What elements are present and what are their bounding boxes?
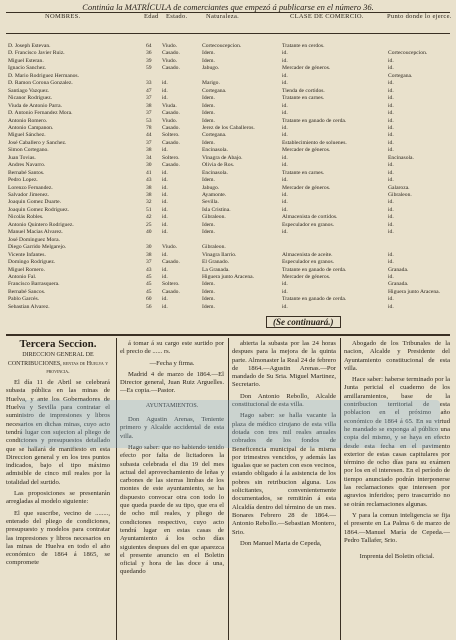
- cell-nombre: Antonio Fal.: [8, 273, 37, 280]
- cell-naturaleza: Olivia de Ros.: [202, 162, 235, 169]
- cell-estado: id.: [162, 303, 168, 310]
- cell-estado: Viuda.: [162, 102, 177, 109]
- cell-punto: id.: [388, 273, 394, 280]
- cell-naturaleza: Idem.: [202, 102, 215, 109]
- col-divider-3: [340, 338, 341, 640]
- cell-nombre: D. Francisco Javier Ruiz.: [8, 50, 65, 57]
- cell-naturaleza: Idem.: [202, 117, 215, 124]
- continuara-label: (Se continuará.): [266, 316, 341, 328]
- cell-punto: Gibraleon.: [388, 192, 412, 198]
- cell-edad: 64: [146, 43, 152, 49]
- cell-nombre: Salvador Jimenez.: [8, 192, 50, 198]
- section-title: Tercera Seccion.: [19, 340, 97, 350]
- cell-naturaleza: Idem.: [202, 95, 215, 102]
- cell-estado: id.: [162, 221, 168, 228]
- cell-clase: id.: [282, 72, 288, 79]
- cell-nombre: Joaquin Gomez Rodriguez.: [8, 206, 70, 213]
- cell-nombre: Bernabé Santos.: [8, 169, 45, 176]
- cell-naturaleza: Cortegana.: [202, 132, 227, 139]
- cell-punto: id.: [388, 206, 394, 213]
- cell-estado: Casado.: [162, 65, 180, 72]
- cell-edad: 47: [146, 87, 152, 94]
- cell-nombre: Joaquin Gomez Duarte.: [8, 199, 61, 206]
- cell-nombre: Antonio Quintero Rodriguez.: [8, 221, 74, 228]
- cell-clase: id.: [282, 110, 288, 117]
- cell-edad: 38: [146, 147, 152, 154]
- cell-edad: 78: [146, 124, 152, 131]
- cell-estado: Viudo.: [162, 117, 178, 124]
- cell-estado: Casado.: [162, 124, 180, 131]
- cell-estado: id.: [162, 184, 168, 191]
- cell-punto: id.: [388, 57, 394, 64]
- column-3: [232, 340, 336, 640]
- cell-estado: id.: [162, 199, 168, 206]
- cell-edad: 36: [146, 50, 152, 57]
- cell-nombre: Bernabé Sancos.: [8, 288, 46, 295]
- cell-estado: id.: [162, 273, 168, 280]
- cell-punto: id.: [388, 214, 394, 221]
- cell-estado: id.: [162, 169, 168, 176]
- cell-clase: id.: [282, 132, 288, 139]
- cell-clase: id.: [282, 50, 288, 57]
- cell-naturaleza: La Granada.: [202, 266, 230, 273]
- cell-clase: Mercader de géneros.: [282, 147, 331, 154]
- cell-edad: 43: [146, 266, 152, 273]
- cell-clase: Especulador en granos.: [282, 221, 335, 228]
- cell-edad: 34: [146, 154, 152, 161]
- cell-nombre: Santiago Vazquez.: [8, 87, 50, 94]
- article-paragraph: —Fecha y firma.: [149, 359, 195, 367]
- cell-edad: 42: [146, 214, 152, 221]
- cell-clase: id.: [282, 281, 288, 288]
- ayuntamientos-heading: AYUNTAMIENTOS.: [145, 402, 199, 409]
- cell-edad: 33: [146, 80, 152, 87]
- cell-estado: Casado.: [162, 288, 180, 295]
- cell-naturaleza: Jabugo.: [202, 184, 220, 191]
- cell-punto: id.: [388, 177, 394, 184]
- cell-estado: id.: [162, 251, 168, 258]
- article-paragraph: Madrid 4 de marzo de 1864.—El Director general, Juan Ruiz Arguelles.—Es copia.—Pastor.: [120, 370, 224, 395]
- cell-nombre: José Caballero y Sanchez.: [8, 139, 67, 146]
- cell-estado: Casado.: [162, 259, 180, 266]
- cell-naturaleza: Encinasola.: [202, 169, 228, 176]
- cell-naturaleza: Marigo.: [202, 80, 220, 87]
- cell-nombre: Simon Cortegano.: [8, 147, 49, 154]
- cell-edad: 38: [146, 184, 152, 191]
- cell-estado: Soltero.: [162, 132, 180, 139]
- article-paragraph: á tomar á su cargo este surtido por el precio de ...... rs.: [120, 340, 224, 356]
- cell-estado: Casado.: [162, 139, 180, 146]
- cell-naturaleza: Higuera junto Aracena.: [202, 273, 255, 280]
- cell-nombre: Lorenzo Fernandez.: [8, 184, 53, 191]
- cell-nombre: D. Joseph Estevan.: [8, 43, 51, 49]
- cell-nombre: Nicolás Robles.: [8, 214, 44, 221]
- cell-edad: 30: [146, 162, 152, 169]
- article-paragraph: Y para la comun inteligencia se fija el presente en La Palma 6 de marzo de 1864.—Manuel María de Cepeda.—Pedro Tallafer, Srio.: [344, 511, 450, 544]
- cell-punto: id.: [388, 147, 394, 154]
- cell-edad: 43: [146, 177, 152, 184]
- cell-nombre: Ignacio Sanchez.: [8, 65, 47, 72]
- cell-clase: id.: [282, 303, 288, 310]
- cell-edad: 44: [146, 132, 152, 139]
- cell-nombre: Antonio Campanon.: [8, 124, 54, 131]
- cell-nombre: Miguel Romero.: [8, 266, 45, 273]
- cell-punto: id.: [388, 221, 394, 228]
- cell-clase: id.: [282, 229, 288, 236]
- col-head-edad: Edad: [144, 13, 159, 20]
- cell-clase: id.: [282, 57, 288, 64]
- cell-punto: id.: [388, 259, 394, 266]
- cell-naturaleza: Idem.: [202, 50, 215, 57]
- cell-naturaleza: Idem.: [202, 281, 215, 288]
- cell-estado: id.: [162, 266, 168, 273]
- cell-clase: id.: [282, 154, 288, 161]
- cell-punto: id.: [388, 110, 394, 117]
- cell-edad: 60: [146, 296, 152, 303]
- article-paragraph: Don Agustin Arenas, Teniente primero y Alcalde accidental de esta villa.: [120, 416, 224, 440]
- cell-naturaleza: Encinasola.: [202, 147, 228, 154]
- cell-naturaleza: Idem.: [202, 303, 215, 310]
- cell-punto: id.: [388, 65, 394, 72]
- cell-clase: Especulador en granos.: [282, 259, 335, 266]
- cell-punto: Cortecoucepcion.: [388, 50, 428, 57]
- cell-edad: 51: [146, 206, 152, 213]
- cell-edad: 39: [146, 57, 152, 64]
- cell-estado: Casado.: [162, 110, 180, 117]
- cell-nombre: Francisco Barrasquera.: [8, 281, 60, 288]
- column-2: [120, 340, 224, 640]
- cell-punto: id.: [388, 251, 394, 258]
- col-head-estado: Estado.: [166, 13, 188, 20]
- cell-edad: 38: [146, 251, 152, 258]
- cell-nombre: Pablo Garcés.: [8, 296, 40, 303]
- cell-punto: Granada.: [388, 266, 409, 273]
- cell-clase: Tratante en ganado de cerda.: [282, 296, 347, 303]
- col-head-naturaleza: Naturaleza.: [206, 13, 240, 20]
- cell-estado: id.: [162, 296, 168, 303]
- cell-edad: 37: [146, 139, 152, 146]
- cell-estado: Viudo.: [162, 57, 178, 64]
- printer-imprint: Imprenta del Boletin oficial.: [359, 553, 435, 561]
- cell-punto: id.: [388, 102, 394, 109]
- article-paragraph: El que suscribe, vecino de ........, enterado del pliego de condiciones, presupuesto y modelos para contratar las impresiones y libros necesarios en las minas de Huelva en todo el año económico de 1864 á 1865, se compromete: [6, 509, 110, 567]
- cell-naturaleza: Gibraleon.: [202, 214, 226, 221]
- cell-nombre: Viuda de Antonio Parra.: [8, 102, 63, 109]
- article-paragraph: Hace saber: haberse terminado por la Junta pericial el cuaderno de los amillaramientos, base de la contribucion territorial de esta poblacion en el próximo año económico de 1864 á 65. En su virtud he mandado se exponga al público una copia del mismo, y se haya en efecto desde esta fecha en el pavimento exterior de estas casas capitulares por término de ocho días para su exámen por los en el interesen. En el período de tiempo anunciado podrán interponerse las reclamaciones que interesen por agravios inferidos; pero trascurrido no se oirán reclamaciones algunas.: [344, 376, 450, 508]
- cell-naturaleza: El Granado.: [202, 259, 230, 266]
- cell-punto: id.: [388, 162, 394, 169]
- cell-clase: Mercader de géneros.: [282, 184, 331, 191]
- cell-estado: id.: [162, 192, 168, 198]
- cell-clase: id.: [282, 288, 288, 295]
- col-head-nombres: NOMBRES.: [45, 13, 81, 20]
- cell-clase: id.: [282, 124, 288, 131]
- cell-clase: id.: [282, 206, 288, 213]
- cell-edad: 41: [146, 169, 152, 176]
- cell-naturaleza: Vinagra de Abajo.: [202, 154, 243, 161]
- cell-estado: id.: [162, 147, 168, 154]
- cell-punto: id.: [388, 124, 394, 131]
- cell-clase: id.: [282, 102, 288, 109]
- cell-naturaleza: Idem.: [202, 229, 215, 236]
- article-paragraph: abierta la subasta por las 24 horas despues para la mejora de la quinta parte. Almonaster la Real 24 de febrero de 1864.—Agustin Arenas.—Por mandado de Su Sria. Miguel Martinez, Secretario.: [232, 340, 336, 389]
- cell-clase: Tratante en cerdos.: [282, 43, 325, 49]
- cell-naturaleza: Cortecoucepcion.: [202, 43, 242, 49]
- cell-estado: id.: [162, 80, 168, 87]
- cell-naturaleza: Idem.: [202, 296, 215, 303]
- cell-nombre: Pedro Lopez.: [8, 177, 38, 184]
- cell-naturaleza: Idem.: [202, 177, 215, 184]
- cell-punto: id.: [388, 303, 394, 310]
- cell-edad: 37: [146, 110, 152, 117]
- cell-naturaleza: Jabugo.: [202, 65, 220, 72]
- col-head-punto: Punto donde lo ejerce.: [387, 13, 452, 20]
- cell-nombre: Miguel Sánchez.: [8, 132, 46, 139]
- cell-edad: 30: [146, 244, 152, 251]
- cell-clase: id.: [282, 192, 288, 198]
- section-rule: [6, 334, 450, 336]
- cell-edad: 53: [146, 117, 152, 124]
- table-head-rule: [6, 33, 450, 34]
- article-paragraph: Don Manuel Maria de Cepeda,: [240, 539, 322, 547]
- cell-estado: id.: [162, 87, 168, 94]
- cell-nombre: Juan Tovias.: [8, 154, 36, 161]
- cell-edad: 45: [146, 273, 152, 280]
- cell-naturaleza: Gibraleon.: [202, 244, 226, 251]
- cell-clase: id.: [282, 80, 288, 87]
- cell-estado: id.: [162, 214, 168, 221]
- cell-clase: id.: [282, 162, 288, 169]
- cell-clase: id.: [282, 199, 288, 206]
- cell-edad: 40: [146, 229, 152, 236]
- cell-naturaleza: Ayamonte.: [202, 192, 227, 198]
- col-divider-1: [116, 338, 117, 640]
- cell-edad: 45: [146, 288, 152, 295]
- cell-nombre: D. Antonio Fernandez Mora.: [8, 110, 73, 117]
- cell-nombre: Nicanor Rodriguez.: [8, 95, 53, 102]
- cell-edad: 59: [146, 65, 152, 72]
- cell-estado: Viudo.: [162, 244, 178, 251]
- cell-estado: id.: [162, 95, 168, 102]
- cell-estado: id.: [162, 177, 168, 184]
- article-paragraph: El día 11 de Abril se celebrará subasta pública en las minas de Huelva, y ante los Gobernadores de Huelva y Sevilla para contratar el suministro de impresiones y libros necesarios en dichas minas, cuyo acto tendrá lugar con sujecion al pliego de condiciones y presupuestos detallado que se hallará de manifiesto en esta Direccion general y en los tres puntos indicados, bajo el tipo máximo admisible de cinco mil reales por la totalidad del surtido.: [6, 379, 110, 486]
- cell-punto: id.: [388, 139, 394, 146]
- cell-clase: Tratante en ganado de cerda.: [282, 266, 347, 273]
- cell-punto: id.: [388, 95, 394, 102]
- cell-punto: id.: [388, 169, 394, 176]
- cell-clase: Tratante en carnes.: [282, 95, 325, 102]
- cell-clase: Almacenista de aceite.: [282, 251, 333, 258]
- cell-edad: 56: [146, 303, 152, 310]
- cell-edad: 38: [146, 192, 152, 198]
- cell-clase: Tratante en carnes.: [282, 169, 325, 176]
- cell-nombre: D. Mario Rodriguez Hermanos.: [8, 72, 79, 79]
- cell-edad: 37: [146, 95, 152, 102]
- cell-naturaleza: Idem.: [202, 110, 215, 117]
- cell-punto: id.: [388, 132, 394, 139]
- cell-punto: id.: [388, 229, 394, 236]
- article-paragraph: Abogado de los Tribunales de la nacion, Alcalde y Presidente del Ayuntamiento constitucional de esta villa.: [344, 340, 450, 372]
- cell-nombre: Manuel Macias Alvarez.: [8, 229, 63, 236]
- cell-clase: Establecimiento de soluenes.: [282, 139, 347, 146]
- cell-punto: id.: [388, 80, 394, 87]
- cell-naturaleza: Idem.: [202, 57, 215, 64]
- column-4: [344, 340, 450, 640]
- cell-estado: Casado.: [162, 162, 180, 169]
- cell-nombre: Miguel Esteran.: [8, 57, 44, 64]
- col-head-clase: CLASE DE COMERCIO.: [290, 13, 364, 20]
- cell-clase: Tratante en ganado de cerda.: [282, 117, 347, 124]
- article-paragraph: Las proposiciones se presentarán arregladas al modelo siguiente:: [6, 490, 110, 506]
- cell-edad: 37: [146, 259, 152, 266]
- cell-estado: id.: [162, 229, 168, 236]
- cell-naturaleza: Sevilla.: [202, 199, 219, 206]
- cell-punto: id.: [388, 296, 394, 303]
- cell-edad: 45: [146, 281, 152, 288]
- cell-punto: id.: [388, 87, 394, 94]
- cell-punto: Encinasola.: [388, 154, 414, 161]
- cell-estado: id.: [162, 206, 168, 213]
- cell-naturaleza: Isla Cristina.: [202, 206, 231, 213]
- cell-nombre: D. Ramon Corona Gonzalez.: [8, 80, 73, 87]
- article-paragraph: Hago saber: que no habiendo tenido efecto por falta de licitadores la subasta celebrada el dia 19 del mes actual del aprovechamiento de leñas y carbones de las sierras limbas de los montes de este ayuntamiento, se ha dispuesto convocar otra con todo lo que queda puede de su tipo, que era el de ocho mil reales, y pliego de condiciones respectivo, cuyo acto tendrá lugar en estas casas de Ayuntamiento á los ocho días siguientes despues del en que aparezca el presente anuncio en el Boletin oficial y hora de las doce á una, quedando: [120, 443, 224, 576]
- cell-naturaleza: Jerez de los Caballeros.: [202, 124, 255, 131]
- cell-punto: Cortegana.: [388, 72, 413, 79]
- section-subtitle: DIRECCION GENERAL DE CONTRIBUCIONES, rentas de Huelva y provincia.: [7, 352, 109, 375]
- cell-naturaleza: Idem.: [202, 139, 215, 146]
- cell-punto: id.: [388, 199, 394, 206]
- cell-nombre: Sebastian Alvarez.: [8, 303, 50, 310]
- cell-naturaleza: Idem.: [202, 288, 215, 295]
- cell-estado: Soltero.: [162, 154, 180, 161]
- cell-nombre: Antonio Romero.: [8, 117, 48, 124]
- cell-naturaleza: Idem.: [202, 221, 215, 228]
- cell-nombre: Domingo Rodriguez.: [8, 259, 56, 266]
- article-paragraph: Hago saber: se halla vacante la plaza de médico cirujano de esta villa dotada con tres mil reales anuales cobrados de los fondos de Beneficencia municipal de la misma por trimestres vencidos, y además las igualas que se pacten con esos vecinos, estando obligado á la asistencia de los pobres sin retribucion alguna. Los solicitantes, convenientemente documentados, se remitirán á esta Alcaldía dentro del término de un mes. Bonares Febrero 28 de 1864.—Antonio Rebollo.—Sebastian Montero, Srio.: [232, 412, 336, 536]
- cell-naturaleza: Vinagra Ilarrio.: [202, 251, 237, 258]
- cell-clase: Almacenista de cortidos.: [282, 214, 338, 221]
- cell-estado: Viudo.: [162, 43, 178, 49]
- cell-clase: Mercader de géneros.: [282, 65, 331, 72]
- cell-nombre: Diego Garrido Melgarejo.: [8, 244, 67, 251]
- col-divider-2: [228, 338, 229, 640]
- cell-nombre: José Dominguez Mora.: [8, 236, 61, 243]
- cell-edad: 38: [146, 102, 152, 109]
- cell-clase: id.: [282, 177, 288, 184]
- cell-edad: 32: [146, 199, 152, 206]
- cell-edad: 25: [146, 221, 152, 228]
- cell-nombre: Andres Navarro.: [8, 162, 46, 169]
- cell-punto: id.: [388, 117, 394, 124]
- cell-clase: Mercader de géneros.: [282, 273, 331, 280]
- cell-nombre: Vicente Infantes.: [8, 251, 46, 258]
- cell-estado: Casado.: [162, 50, 180, 57]
- cell-naturaleza: Cortegana.: [202, 87, 227, 94]
- cell-estado: Soltero.: [162, 281, 180, 288]
- cell-punto: Higuera junto Aracena.: [388, 288, 441, 295]
- cell-punto: Granada.: [388, 281, 409, 288]
- page-header: Continúa la MATRÍCULA de comerciantes que empezó á publicarse en el número 36.: [82, 2, 374, 12]
- cell-punto: Galaroza.: [388, 184, 410, 191]
- article-paragraph: Don Antonio Rebollo, Alcalde constitucional de esta villa.: [232, 392, 336, 409]
- cell-clase: Tienda de cortidos.: [282, 87, 325, 94]
- column-1: [6, 340, 110, 640]
- table-row: [0, 303, 456, 311]
